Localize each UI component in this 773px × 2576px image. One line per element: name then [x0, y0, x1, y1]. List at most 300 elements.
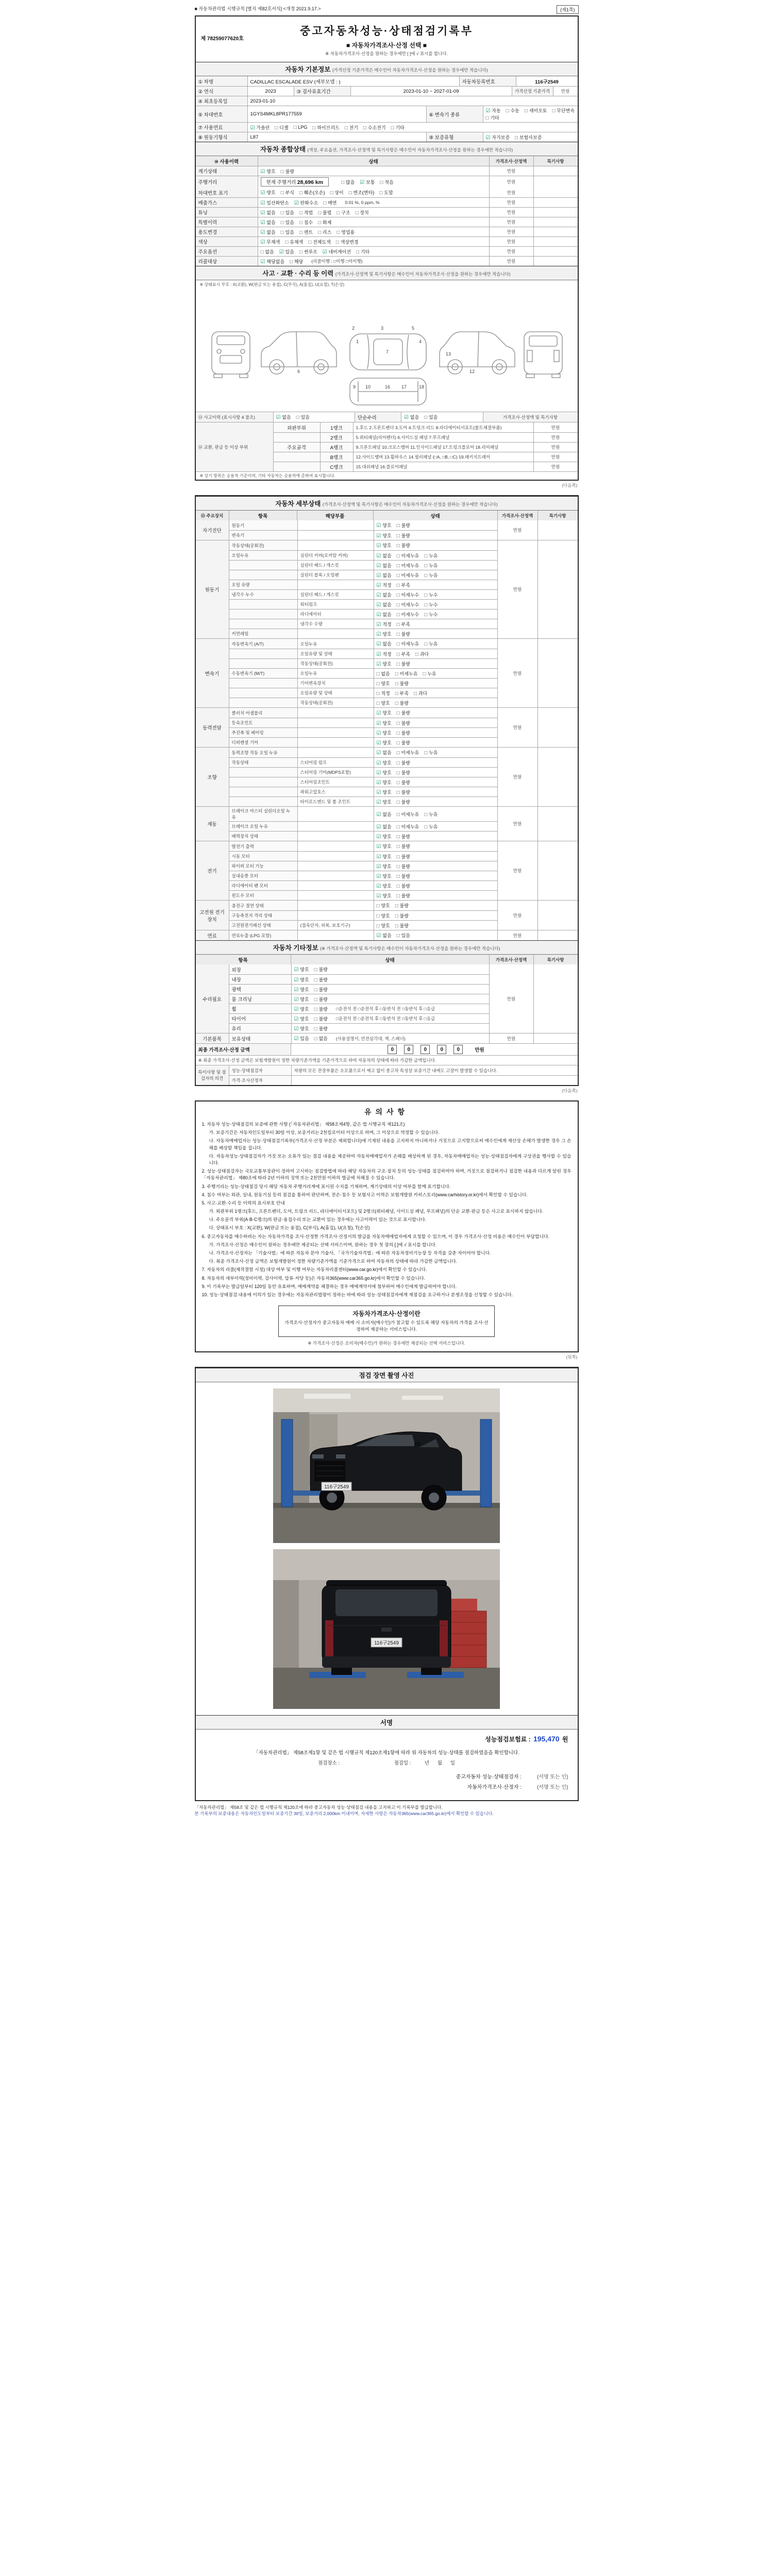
row-label: 차대번호 표기 [196, 188, 258, 197]
checkbox-option[interactable]: ☑ 없음 [377, 562, 392, 569]
checkbox-option[interactable]: □ 기타 [391, 124, 405, 131]
checkbox-option[interactable]: ☑ 양호 [377, 843, 392, 850]
checkbox-option[interactable]: ☑ 적정 [377, 651, 392, 657]
checkbox-option[interactable]: □ 불량 [397, 789, 410, 795]
checkbox-option[interactable]: ☑ 양호 [377, 730, 392, 736]
checkbox-option[interactable]: □ 세미오토 [525, 107, 547, 114]
detail-options [374, 718, 497, 727]
header-usage-history: ⑩ 사용이력 [196, 156, 258, 166]
row-extra-text: (리콜이행 : □이행 □미이행) [311, 259, 363, 264]
device-group-rows-cell [229, 520, 497, 540]
detail-row [229, 748, 497, 757]
detail-item [229, 570, 297, 580]
detail-row [229, 890, 497, 900]
checkbox-option[interactable]: □ 미세누유 [397, 749, 419, 756]
checkbox-option[interactable]: ☑ 없음 [377, 823, 392, 830]
row-options [261, 209, 369, 216]
detail-row [229, 807, 497, 821]
checkbox-option[interactable]: □ 불량 [314, 986, 328, 993]
checkbox-option[interactable]: □ 불량 [397, 892, 410, 899]
insurance-label: 성능점검보험료 : [485, 1735, 531, 1743]
checkbox-option[interactable]: □ 누유 [424, 562, 438, 569]
etc-row-label: 룸 크리닝 [229, 994, 291, 1004]
panel-group: 주요골격 [274, 443, 320, 452]
etc-row-extra: □운전석 전 □운전석 후 □동반석 전 □동반석 후 □응급 [335, 1016, 435, 1021]
detail-options [374, 768, 497, 777]
notice-item: 나. 자동차매매업자는 성능·상태점검기록부(가격조사·산정 부분은 제외합니다)에 기재된 내용을 고지하지 아니하거나 거짓으로 고지함으로써 매수인에게 재산상 손해가 발생한 경우 그 손해를 배상할 책임을 집니다. [209, 1138, 572, 1150]
detail-options [374, 930, 497, 940]
checkbox-option[interactable]: ☑ 없음 [261, 229, 276, 235]
checkbox-option[interactable]: ☑ 없음 [276, 414, 291, 420]
checkbox-option[interactable]: □ 전체도색 [308, 239, 331, 245]
checkbox-option[interactable]: □ 있음 [281, 209, 294, 216]
detail-row [229, 570, 497, 580]
checkbox-option[interactable]: ☑ 양호 [294, 1025, 309, 1032]
device-group-rows-cell [229, 748, 497, 806]
checkbox-option[interactable]: □ 불량 [397, 799, 410, 805]
checkbox-option[interactable]: □ 색상변경 [336, 239, 359, 245]
checkbox-option[interactable]: □ 양호 [377, 700, 390, 706]
checkbox-option[interactable]: □ 상이 [330, 189, 343, 196]
signature-body [196, 1730, 578, 1800]
detail-options [374, 822, 497, 831]
checkbox-option[interactable]: ☑ 양호 [377, 873, 392, 879]
checkbox-option[interactable]: □ 불량 [397, 532, 410, 539]
notice-item: 다. 상태표시 부호 : X(교환), W(판금 또는 용접), C(부식), A(흠집), U(요철), T(손상) [209, 1225, 370, 1231]
checkbox-option[interactable]: ☑ 양호 [377, 883, 392, 889]
checkbox-option[interactable]: □ 디젤 [275, 124, 288, 131]
checkbox-option[interactable]: □ 불량 [397, 522, 410, 529]
checkbox-option[interactable]: □ 불량 [314, 1025, 328, 1032]
detail-item: 고전원전기배선 상태 [229, 921, 297, 930]
checkbox-option[interactable]: ☑ 없음 [377, 601, 392, 608]
checkbox-option[interactable]: □ 불량 [397, 631, 410, 637]
checkbox-option[interactable]: □ 없음 [261, 248, 274, 255]
checkbox-option[interactable]: □ 미세누유 [397, 811, 419, 818]
checkbox-option[interactable]: ☑ 양호 [377, 789, 392, 795]
checkbox-option[interactable]: □ 영업용 [337, 229, 355, 235]
checkbox-option[interactable]: ☑ 해당없음 [261, 258, 285, 265]
header-item: 항목 [229, 511, 297, 520]
checkbox-option[interactable]: □ 미세누유 [397, 562, 419, 569]
checkbox-option[interactable]: □ 미세누수 [397, 591, 419, 598]
detail-item [229, 659, 297, 668]
checkbox-option[interactable]: ☑ 양호 [377, 779, 392, 786]
checkbox-option[interactable]: ☑ 없음 [377, 932, 392, 939]
detail-options [374, 738, 497, 747]
detail-item [229, 768, 297, 777]
checkbox-option[interactable]: □ 불량 [397, 873, 410, 879]
checkbox-option[interactable]: ☑ 없음 [377, 611, 392, 618]
checkbox-option[interactable]: □ 과다 [415, 651, 429, 657]
checkbox-option[interactable]: ☑ 양호 [377, 542, 392, 549]
row-options [261, 229, 355, 235]
checkbox-option[interactable]: □ 훼손(오손) [299, 189, 325, 196]
checkbox-option[interactable]: □ 구조 [337, 209, 350, 216]
checkbox-option[interactable]: □ 양호 [377, 922, 390, 929]
checkbox-option[interactable]: □ 불량 [395, 912, 409, 919]
checkbox-option[interactable]: □ 렌트 [299, 229, 313, 235]
detail-item: 구동축전지 격리 상태 [229, 911, 297, 920]
checkbox-option[interactable]: □ 해당 [290, 258, 303, 265]
header-note: 특기사항 [533, 156, 578, 166]
checkbox-option[interactable]: □ 불량 [314, 976, 328, 983]
etc-row [229, 1033, 489, 1043]
checkbox-option[interactable]: ☑ 양호 [377, 892, 392, 899]
checkbox-option[interactable]: □ 불량 [397, 730, 410, 736]
row-note [533, 237, 578, 246]
checkbox-option[interactable]: □ 도말 [379, 189, 393, 196]
checkbox-option[interactable]: □ 불량 [314, 996, 328, 1003]
device-rows [229, 748, 497, 806]
panel-rank: A랭크 [320, 443, 353, 452]
detail-item: 실내송풍 모터 [229, 871, 297, 880]
detail-part: (접속단자, 피복, 보호기구) [297, 921, 374, 930]
opinion-row [196, 1065, 578, 1085]
checkbox-option[interactable]: □ 수소전기 [363, 124, 386, 131]
checkbox-option[interactable]: ☑ 없음 [404, 414, 419, 420]
checkbox-option[interactable]: □ 있음 [281, 229, 294, 235]
checkbox-option[interactable]: ☑ 있음 [294, 1035, 309, 1042]
etc-group-name: 수리필요 [196, 964, 229, 1033]
diagram-number: 17 [401, 384, 407, 389]
group-price: 만원 [497, 520, 537, 540]
checkbox-option[interactable]: □ 기타 [356, 248, 369, 255]
detail-part: 스티어링조인트 [297, 777, 374, 787]
checkbox-option[interactable]: ☑ 양호 [377, 720, 392, 726]
checkbox-option[interactable]: □ 수동 [506, 107, 519, 114]
checkbox-option[interactable]: □ 불량 [397, 883, 410, 889]
checkbox-option[interactable]: ☑ 양호 [377, 833, 392, 840]
row-price: 만원 [489, 198, 533, 207]
checkbox-option[interactable]: ☑ 가솔린 [250, 124, 270, 131]
checkbox-option[interactable]: □ 미세누수 [397, 601, 419, 608]
checkbox-option[interactable]: □ 있음 [424, 414, 438, 420]
etc-row-label: 외장 [229, 964, 291, 974]
checkbox-option[interactable]: ☑ 없음 [377, 591, 392, 598]
price-digit-box: 0 [453, 1045, 463, 1054]
row-state-cell [258, 227, 489, 236]
checkbox-option[interactable]: □ 누유 [424, 823, 438, 830]
checkbox-option[interactable]: ☑ 무채색 [261, 239, 280, 245]
checkbox-option[interactable]: ☑ 양호 [294, 1015, 309, 1022]
checkbox-option[interactable]: □ 불량 [397, 739, 410, 746]
detail-item: 시동 모터 [229, 852, 297, 861]
checkbox-option[interactable]: □ 누유 [424, 640, 438, 647]
notice-item: 나. 가격조사·산정자는 「기술사법」에 따른 자동차 분야 기술사, 「국가기술자격법」에 따른 자동차정비기능장 등 자격을 갖춘 자이어야 합니다. [209, 1250, 491, 1256]
checkbox-option[interactable]: □ 불량 [314, 966, 328, 973]
checkbox-option[interactable]: ☑ 양호 [377, 739, 392, 746]
checkbox-option[interactable]: □ 누유 [423, 670, 436, 677]
detail-row [229, 609, 497, 619]
checkbox-option[interactable]: □ 불량 [397, 843, 410, 850]
detail-row [229, 520, 497, 530]
panel-items: 1.후드 2.프론트펜더 3.도어 4.트렁크 리드 8.라디에이터서포트(볼트체결부품) [353, 422, 533, 432]
detail-options [374, 901, 497, 910]
detail-options [374, 570, 497, 580]
group-note [537, 639, 578, 707]
checkbox-option[interactable]: □ 불량 [397, 853, 410, 860]
notice-item: 10. 성능·상태점검 내용에 이의가 있는 경우에는 자동차관리법령이 정하는 바에 따라 성능·상태점검자에게 재점검을 요구하거나 분쟁조정을 신청할 수 있습니다. [201, 1292, 513, 1297]
row-price: 만원 [489, 208, 533, 217]
device-group-name: 연료 [196, 930, 229, 940]
label-first-registration: ④ 최초등록일 [196, 96, 247, 106]
detail-item: 자동변속기 (A/T) [229, 639, 297, 649]
checkbox-option[interactable]: ☑ 적정 [377, 582, 392, 588]
checkbox-option[interactable]: □ 무단변속 [552, 107, 575, 114]
detail-row [229, 599, 497, 609]
overall-row [196, 246, 578, 256]
row-label: 계기상태 [196, 166, 258, 176]
checkbox-option[interactable]: □ 불량 [397, 863, 410, 870]
checkbox-option[interactable]: □ 매연 [323, 199, 337, 206]
checkbox-option[interactable]: □ 불량 [395, 700, 409, 706]
checkbox-option[interactable]: □ 있음 [281, 219, 294, 226]
etc-row-state [291, 1004, 489, 1013]
etc-row-state [291, 994, 489, 1004]
etc-row-label: 휠 [229, 1004, 291, 1013]
detail-row [229, 540, 497, 550]
checkbox-option[interactable]: ☑ 양호 [261, 189, 276, 196]
checkbox-option[interactable]: □ 과다 [414, 690, 427, 697]
checkbox-option[interactable]: □ 불량 [397, 769, 410, 776]
price-digit-box: 0 [388, 1045, 397, 1054]
detail-options [374, 659, 497, 668]
checkbox-option[interactable]: □ 있음 [397, 932, 410, 939]
license-plate-text: 116구2549 [324, 1484, 349, 1490]
detail-part [297, 738, 374, 747]
checkbox-option[interactable]: □ 양호 [377, 902, 390, 909]
checkbox-option[interactable]: □ 누수 [424, 601, 438, 608]
checkbox-option[interactable]: □ 불량 [314, 1015, 328, 1022]
etc-info-table [196, 955, 578, 1085]
notice-item: 9. 이 기록부는 발급일부터 120일 동안 유효하며, 매매계약을 체결하는 경우 매매계약서에 첨부하여 매수인에게 발급하여야 합니다. [201, 1283, 457, 1289]
checkbox-option[interactable]: □ 불량 [397, 759, 410, 766]
panel-rank-row [274, 442, 578, 452]
checkbox-option[interactable]: □ 불법 [318, 209, 331, 216]
checkbox-option[interactable]: ☑ 양호 [377, 532, 392, 539]
diagram-number: 5 [412, 326, 415, 331]
checkbox-option[interactable]: □ 불량 [397, 542, 410, 549]
checkbox-option[interactable]: □ 부족 [397, 651, 410, 657]
checkbox-option[interactable]: ☑ 양호 [377, 769, 392, 776]
checkbox-option[interactable]: ☑ 양호 [261, 168, 276, 175]
checkbox-option[interactable]: □ 보험사보증 [515, 134, 542, 141]
checkbox-option[interactable]: ☑ 네비게이션 [323, 248, 351, 255]
checkbox-option[interactable]: ☑ 양호 [377, 799, 392, 805]
detail-part [297, 629, 374, 638]
checkbox-option[interactable]: □ 없음 [377, 670, 390, 677]
checkbox-option[interactable]: □ 양호 [377, 912, 390, 919]
etc-row-options [294, 986, 328, 993]
footer-line-2: 본 기록부의 보증내용은 자동차인도일부터 보증기간 30일, 보증거리 2,000km 이내이며, 자세한 사항은 자동차365(www.car365.go.kr)에서 확인할 수 있습니다. [194, 1811, 494, 1817]
label-engine-type: ⑧ 원동기형식 [196, 132, 247, 142]
row-note [533, 227, 578, 236]
checkbox-option[interactable]: □ 전기 [345, 124, 358, 131]
checkbox-option[interactable]: □ LPG [294, 125, 308, 130]
checkbox-option[interactable]: ☑ 자동 [486, 107, 501, 114]
checkbox-option[interactable]: □ 부족 [395, 690, 409, 697]
checkbox-option[interactable]: □ 미세누수 [397, 611, 419, 618]
checkbox-option[interactable]: □ 불량 [397, 833, 410, 840]
checkbox-option[interactable]: □ 적정 [377, 690, 390, 697]
checkbox-option[interactable]: □ 불량 [395, 922, 409, 929]
continuation-tag: (다음쪽) [562, 1088, 578, 1093]
checkbox-option[interactable]: □ 화재 [318, 219, 331, 226]
value-registration-no: 116구2549 [516, 76, 578, 86]
checkbox-option[interactable]: □ 양호 [377, 680, 390, 687]
detail-options [374, 590, 497, 599]
checkbox-option[interactable]: ☑ 양호 [377, 863, 392, 870]
header-device: ⑮ 주요장치 [196, 511, 229, 520]
checkbox-option[interactable]: ☑ 양호 [294, 996, 309, 1003]
checkbox-option[interactable]: ☑ 없음 [377, 552, 392, 559]
checkbox-option[interactable]: □ 없음 [314, 1035, 328, 1042]
checkbox-option[interactable]: □ 불량 [397, 779, 410, 786]
device-group-rows-cell [229, 708, 497, 747]
checkbox-option[interactable]: □ 부족 [397, 621, 410, 628]
etc-row [229, 984, 489, 994]
checkbox-option[interactable]: ☑ 양호 [294, 976, 309, 983]
checkbox-option[interactable]: □ 불량 [314, 1006, 328, 1012]
block-photos-signature [195, 1367, 579, 1801]
detail-options [374, 748, 497, 757]
detail-options [374, 609, 497, 619]
checkbox-option[interactable]: □ 부족 [397, 582, 410, 588]
checkbox-option[interactable]: ☑ 없음 [377, 640, 392, 647]
checkbox-option[interactable]: ☑ 없음 [377, 811, 392, 818]
panel-group [274, 462, 320, 471]
row-state-cell [258, 198, 489, 207]
row-options [261, 239, 359, 245]
header-price: 가격조사·산정액 [497, 511, 537, 520]
checkbox-option[interactable]: □ 많음 [341, 179, 355, 185]
notice-item: 8. 자동차의 세부이력(정비이력, 검사이력, 압류·저당 등)은 자동차365(www.car365.go.kr)에서 확인할 수 있습니다. [201, 1275, 425, 1281]
detail-part: 타이로드엔드 및 볼 조인트 [297, 797, 374, 806]
checkbox-option[interactable]: ☑ 탄화수소 [294, 199, 318, 206]
detail-item [229, 619, 297, 629]
damage-code-legend: ※ 상태표시 부호 : X(교환), W(판금 또는 용접), C(부식), A(흠집), U(요철), T(손상) [199, 282, 345, 287]
checkbox-option[interactable]: □ 미세누유 [395, 670, 418, 677]
header-price: 가격조사·산정액 [489, 156, 533, 166]
checkbox-option[interactable]: □ 미세누유 [397, 640, 419, 647]
checkbox-option[interactable]: ☑ 자가보증 [486, 134, 510, 141]
group-note [537, 748, 578, 806]
checkbox-option[interactable]: ☑ 양호 [377, 853, 392, 860]
detail-part [297, 531, 374, 540]
device-group-row [196, 841, 578, 900]
checkbox-option[interactable]: □ 하이브리드 [312, 124, 339, 131]
checkbox-option[interactable]: □ 누유 [424, 749, 438, 756]
transmission-options [483, 106, 578, 122]
checkbox-option[interactable]: □ 리스 [318, 229, 331, 235]
detail-part: 냉각수 수량 [297, 619, 374, 629]
checkbox-option[interactable]: ☑ 적정 [377, 621, 392, 628]
etc-group-row [196, 964, 578, 1033]
detail-item: 작동상태 [229, 758, 297, 767]
table-row [196, 132, 578, 142]
detail-row [229, 658, 497, 668]
checkbox-option[interactable]: □ 있음 [296, 414, 310, 420]
checkbox-option[interactable]: ☑ 없음 [261, 209, 276, 216]
detail-row [229, 708, 497, 718]
inspection-insurance-line [205, 1735, 568, 1743]
checkbox-option[interactable]: □ 누유 [424, 552, 438, 559]
checkbox-option[interactable]: ☑ 양호 [294, 966, 309, 973]
checkbox-option[interactable]: ☑ 없음 [377, 749, 392, 756]
checkbox-option[interactable]: ☑ 일산화탄소 [261, 199, 289, 206]
accident-history-row [196, 412, 578, 422]
checkbox-option[interactable]: ☑ 보통 [360, 179, 375, 185]
checkbox-option[interactable]: □ 불량 [395, 680, 409, 687]
checkbox-option[interactable]: ☑ 양호 [377, 709, 392, 716]
checkbox-option[interactable]: ☑ 양호 [294, 986, 309, 993]
checkbox-option[interactable]: ☑ 양호 [294, 1006, 309, 1012]
checkbox-option[interactable]: □ 불량 [281, 168, 294, 175]
accident-history-table [196, 412, 578, 471]
checkbox-option[interactable]: □ 누유 [424, 811, 438, 818]
checkbox-option[interactable]: ☑ 양호 [377, 759, 392, 766]
detail-item: 동력조향 작동 오일 누유 [229, 748, 297, 757]
checkbox-option[interactable]: ☑ 있음 [279, 248, 294, 255]
detail-part: 오일유량 및 상태 [297, 649, 374, 658]
checkbox-option[interactable]: □ 침수 [299, 219, 313, 226]
checkbox-option[interactable]: □ 기타 [486, 114, 499, 121]
header-item: 항목 [196, 955, 291, 964]
detail-item: 추진축 및 베어링 [229, 728, 297, 737]
section-title-text: 사고 · 교환 · 수리 등 이력 [262, 270, 334, 277]
checkbox-option[interactable]: □ 불량 [395, 902, 409, 909]
checkbox-option[interactable]: □ 변조(변타) [349, 189, 375, 196]
label-warranty-type: ⑨ 보증유형 [426, 132, 483, 142]
section-title-text: 자동차 세부상태 [275, 500, 321, 507]
checkbox-option[interactable]: □ 불량 [397, 720, 410, 726]
checkbox-option[interactable]: □ 적법 [299, 209, 313, 216]
checkbox-option[interactable]: □ 유채색 [285, 239, 303, 245]
checkbox-option[interactable]: □ 미세누유 [397, 572, 419, 579]
detail-row [229, 767, 497, 777]
device-group-name: 조향 [196, 748, 229, 806]
checkbox-option[interactable]: □ 미세누유 [397, 823, 419, 830]
checkbox-option[interactable]: □ 장치 [356, 209, 369, 216]
checkbox-option[interactable]: □ 부식 [281, 189, 294, 196]
checkbox-option[interactable]: □ 누수 [424, 591, 438, 598]
section-title-text: 자동차 기본정보 [285, 66, 331, 73]
checkbox-option[interactable]: □ 누수 [424, 611, 438, 618]
checkbox-option[interactable]: □ 불량 [397, 660, 410, 667]
detail-row [229, 668, 497, 678]
signature-date-line: 점검장소 : 점검일 : 년 월 일 [318, 1760, 455, 1766]
checkbox-option[interactable]: ☑ 양호 [377, 522, 392, 529]
checkbox-option[interactable]: ☑ 없음 [377, 572, 392, 579]
checkbox-option[interactable]: □ 불량 [397, 709, 410, 716]
row-extra-text: 0.01 %, 0 ppm, % [345, 200, 380, 205]
opinion-text: 차량의 모든 전장부품은 소모품으로서 예고 없이 중고차 특성상 보증기간 내에도 고장이 발생할 수 있습니다. [291, 1065, 578, 1075]
detail-row [229, 796, 497, 806]
checkbox-option[interactable]: ☑ 없음 [261, 219, 276, 226]
checkbox-option[interactable]: ☑ 양호 [377, 660, 392, 667]
notice-item: 6. 중고자동차를 매수하려는 자는 자동차가격을 조사·산정한 가격조사·산정서의 발급을 자동차매매업자에게 요청할 수 있으며, 이 경우 가격조사·산정 비용은 매수인이 부담합니다. [201, 1233, 549, 1239]
checkbox-option[interactable]: □ 미세누유 [397, 552, 419, 559]
detail-part [297, 901, 374, 910]
checkbox-option[interactable]: □ 누유 [424, 572, 438, 579]
checkbox-option[interactable]: ☑ 양호 [377, 631, 392, 637]
checkbox-option[interactable]: □ 썬루프 [299, 248, 317, 255]
group-price: 만원 [497, 807, 537, 841]
detail-row [229, 880, 497, 890]
row-price: 만원 [489, 257, 533, 266]
checkbox-option[interactable]: □ 적음 [380, 179, 393, 185]
